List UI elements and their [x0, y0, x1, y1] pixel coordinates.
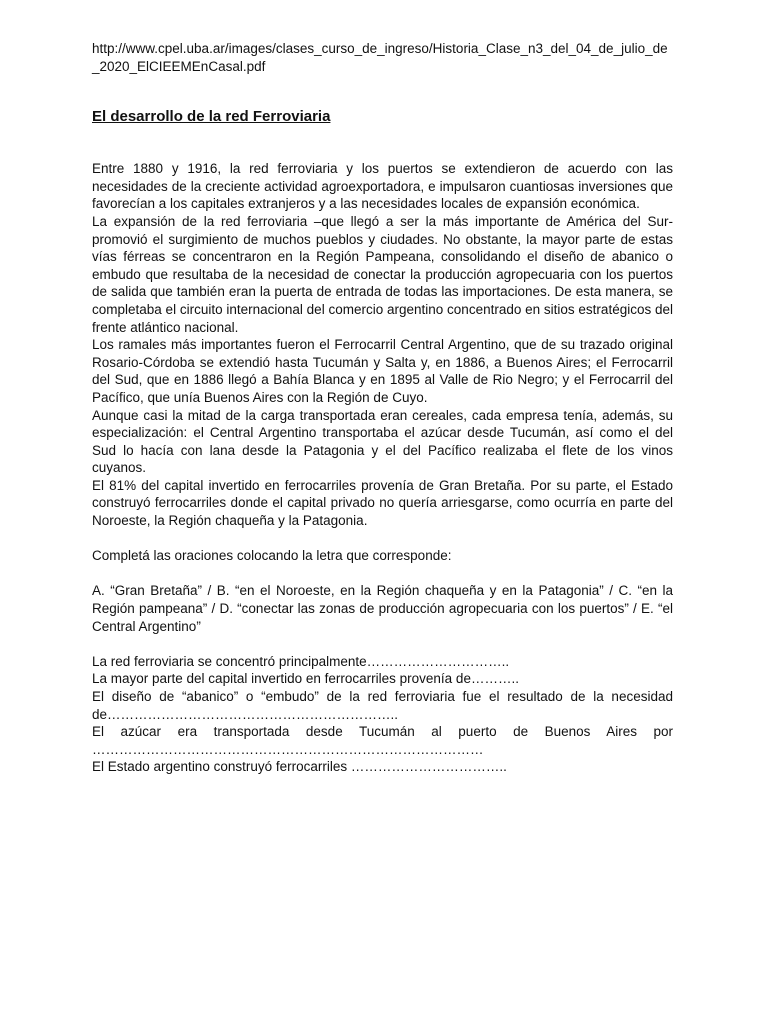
sentence-4: El azúcar era transportada desde Tucumán al puerto de Buenos Aires por ……………………………………………………………………………	[92, 724, 673, 757]
sentence-3: El diseño de “abanico” o “embudo” de la red ferroviaria fue el resultado de la necesidad de………………………………………………………..	[92, 689, 673, 722]
answer-options: A. “Gran Bretaña” / B. “en el Noroeste, en la Región chaqueña y en la Patagonia” / C. “en la Región pampeana” / D. “conectar las zonas de producción agropecuaria con los puertos” / E. “el Central Argentino”	[92, 583, 673, 634]
sentence-5: El Estado argentino construyó ferrocarriles ……………………………..	[92, 759, 507, 775]
document-page	[92, 40, 673, 776]
page-title: El desarrollo de la red Ferroviaria	[92, 108, 331, 126]
paragraph-5: El 81% del capital invertido en ferrocarriles provenía de Gran Bretaña. Por su parte, el Estado construyó ferrocarriles donde el capital privado no quería arriesgarse, como ocurría en parte del Noroeste, la Región chaqueña y la Patagonia.	[92, 477, 673, 529]
sentence-2: La mayor parte del capital invertido en ferrocarriles provenía de………..	[92, 671, 519, 687]
paragraph-2: La expansión de la red ferroviaria –que llegó a ser la más importante de América del Sur- promovió el surgimiento de muchos pueblos y ciudades. No obstante, la mayor parte de estas vías férreas se concentraron en la Región Pampeana, consolidando el diseño de abanico o embudo que resultaba de la necesidad de conectar la producción agropecuaria con los puertos de salida que también eran la puerta de entrada de todas las importaciones. De esta manera, se completaba el circuito internacional del comercio argentino concentrado en sitios estratégicos del frente atlántico nacional.	[92, 213, 673, 335]
exercise-instruction: Completá las oraciones colocando la letra que corresponde:	[92, 548, 452, 564]
sentence-1: La red ferroviaria se concentró principalmente…………………………..	[92, 653, 510, 669]
body-text	[92, 160, 673, 529]
paragraph-4: Aunque casi la mitad de la carga transportada eran cereales, cada empresa tenía, además, su especialización: el Central Argentino transportaba el azúcar desde Tucumán, así como el del Sud lo hacía con lana desde la Patagonia y el del Pacífico realizaba el flete de los vinos cuyanos.	[92, 407, 673, 476]
exercise-sentences	[92, 653, 673, 776]
source-url: http://www.cpel.uba.ar/images/clases_curso_de_ingreso/Historia_Clase_n3_del_04_de_julio_de_2020_ElCIEEMEnCasal.pdf	[92, 41, 668, 74]
paragraph-3: Los ramales más importantes fueron el Ferrocarril Central Argentino, que de su trazado original Rosario-Córdoba se extendió hasta Tucumán y Salta y, en 1886, a Buenos Aires; el Ferrocarril del Sud, que en 1886 llegó a Bahía Blanca y en 1895 al Valle de Rio Negro; y el Ferrocarril del Pacífico, que unía Buenos Aires con la Región de Cuyo.	[92, 337, 673, 405]
paragraph-1: Entre 1880 y 1916, la red ferroviaria y los puertos se extendieron de acuerdo con las necesidades de la creciente actividad agroexportadora, e impulsaron cuantiosas inversiones que favorecían a los capitales extranjeros y a las necesidades locales de expansión económica.	[92, 161, 673, 212]
